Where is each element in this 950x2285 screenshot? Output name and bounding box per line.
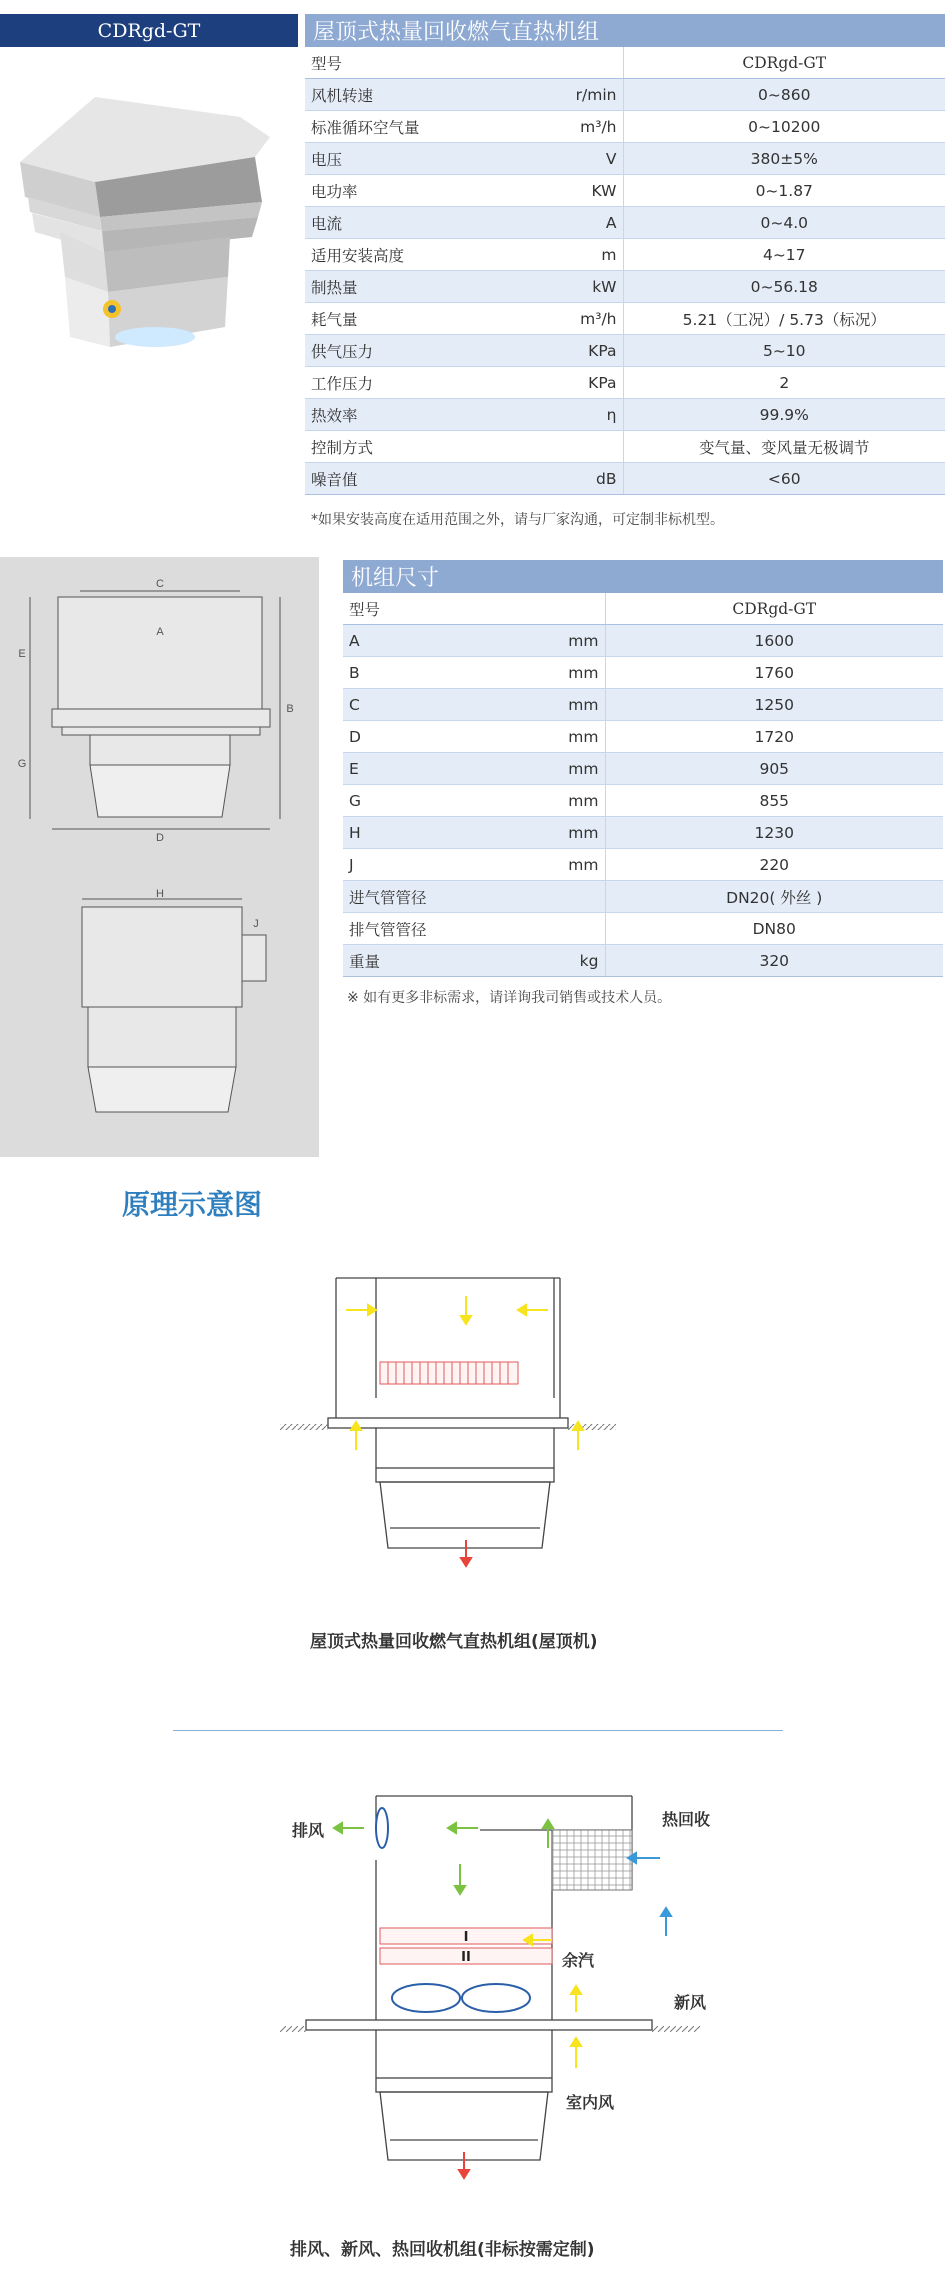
spec-label: 耗气量	[305, 303, 525, 335]
dims-unit: mm	[533, 849, 605, 881]
spec-value: <60	[623, 463, 945, 495]
spec-row	[305, 399, 945, 431]
spec-row	[305, 303, 945, 335]
dims-value: 905	[605, 753, 943, 785]
dims-label: H	[343, 817, 533, 849]
dims-row	[343, 817, 943, 849]
dims-row	[343, 881, 943, 913]
spec-unit: m³/h	[525, 303, 623, 335]
dims-header-label: 型号	[343, 593, 533, 625]
spec-label: 供气压力	[305, 335, 525, 367]
label-indoor-air: 室内风	[566, 2093, 615, 2112]
spec-row	[305, 431, 945, 463]
label-fresh-air: 新风	[674, 1993, 707, 2012]
dims-value: 1600	[605, 625, 943, 657]
spec-label: 电流	[305, 207, 525, 239]
dims-row	[343, 657, 943, 689]
spec-row	[305, 207, 945, 239]
dims-label: 排气管管径	[343, 913, 533, 945]
label-exhaust: 排风	[292, 1821, 325, 1840]
dims-unit: mm	[533, 817, 605, 849]
spec-note: *如果安装高度在适用范围之外，请与厂家沟通，可定制非标机型。	[311, 512, 724, 528]
spec-title: 屋顶式热量回收燃气直热机组	[305, 14, 945, 47]
spec-unit: r/min	[525, 79, 623, 111]
spec-row	[305, 239, 945, 271]
spec-unit: dB	[525, 463, 623, 495]
dims-row	[343, 913, 943, 945]
spec-value: 2	[623, 367, 945, 399]
dims-value: 1250	[605, 689, 943, 721]
spec-value: 0~4.0	[623, 207, 945, 239]
spec-value: 5.21（工况）/ 5.73（标况）	[623, 303, 945, 335]
product-image	[0, 47, 298, 377]
dims-unit: mm	[533, 657, 605, 689]
dims-row	[343, 849, 943, 881]
dims-row	[343, 689, 943, 721]
spec-value: 4~17	[623, 239, 945, 271]
spec-value: 0~1.87	[623, 175, 945, 207]
spec-row	[305, 463, 945, 495]
dim-label-c: C	[156, 578, 164, 590]
spec-row	[305, 143, 945, 175]
dims-value: 1230	[605, 817, 943, 849]
model-label: CDRgd-GT	[0, 14, 298, 47]
dims-unit: mm	[533, 753, 605, 785]
spec-header-value: CDRgd-GT	[623, 47, 945, 79]
dims-unit: mm	[533, 721, 605, 753]
spec-unit: KPa	[525, 335, 623, 367]
dims-label: B	[343, 657, 533, 689]
spec-row	[305, 271, 945, 303]
spec-label: 制热量	[305, 271, 525, 303]
dim-label-h: H	[156, 888, 164, 900]
dim-label-e: E	[18, 648, 26, 660]
dims-table	[343, 560, 943, 1007]
spec-value: 5~10	[623, 335, 945, 367]
label-heat-recovery: 热回收	[662, 1810, 711, 1829]
dims-header-value: CDRgd-GT	[605, 593, 943, 625]
dims-unit: mm	[533, 689, 605, 721]
dims-unit: mm	[533, 785, 605, 817]
dims-label: D	[343, 721, 533, 753]
dims-unit: kg	[533, 945, 605, 977]
stage2-label: II	[461, 1950, 471, 1965]
spec-label: 热效率	[305, 399, 525, 431]
spec-row	[305, 367, 945, 399]
dims-value: 1760	[605, 657, 943, 689]
dims-row	[343, 785, 943, 817]
spec-value: 0~10200	[623, 111, 945, 143]
spec-value: 0~860	[623, 79, 945, 111]
spec-table	[305, 14, 945, 529]
spec-label: 噪音值	[305, 463, 525, 495]
spec-unit: A	[525, 207, 623, 239]
spec-label: 标准循环空气量	[305, 111, 525, 143]
dims-value: 220	[605, 849, 943, 881]
dims-title: 机组尺寸	[343, 560, 943, 593]
label-residual-steam: 余汽	[562, 1951, 595, 1970]
spec-row	[305, 79, 945, 111]
caption-rooftop: 屋顶式热量回收燃气直热机组(屋顶机)	[310, 1632, 598, 1652]
dims-value: 855	[605, 785, 943, 817]
dimension-drawing	[0, 557, 319, 1157]
dims-value: DN20( 外丝 )	[605, 881, 943, 913]
dims-value: DN80	[605, 913, 943, 945]
dim-label-a: A	[156, 626, 164, 638]
dims-label: J	[343, 849, 533, 881]
dims-label: A	[343, 625, 533, 657]
spec-header-row	[305, 47, 945, 79]
spec-unit: KPa	[525, 367, 623, 399]
spec-unit: KW	[525, 175, 623, 207]
spec-header-label: 型号	[305, 47, 525, 79]
spec-unit	[525, 431, 623, 463]
spec-value: 0~56.18	[623, 271, 945, 303]
dims-note: ※ 如有更多非标需求，请详询我司销售或技术人员。	[347, 990, 672, 1006]
spec-value: 99.9%	[623, 399, 945, 431]
spec-row	[305, 335, 945, 367]
caption-recovery: 排风、新风、热回收机组(非标按需定制)	[290, 2240, 595, 2260]
dims-row	[343, 753, 943, 785]
dims-label: 重量	[343, 945, 533, 977]
diagram-rooftop	[260, 1258, 680, 1588]
dims-header-unit	[533, 593, 605, 625]
spec-label: 适用安装高度	[305, 239, 525, 271]
dims-value: 1720	[605, 721, 943, 753]
dims-row	[343, 625, 943, 657]
spec-header-unit	[525, 47, 623, 79]
dims-row	[343, 721, 943, 753]
dims-unit: mm	[533, 625, 605, 657]
spec-label: 电功率	[305, 175, 525, 207]
stage1-label: I	[463, 1930, 469, 1945]
spec-row	[305, 175, 945, 207]
dims-header-row	[343, 593, 943, 625]
dims-unit	[533, 913, 605, 945]
spec-unit: V	[525, 143, 623, 175]
spec-label: 控制方式	[305, 431, 525, 463]
dims-label: G	[343, 785, 533, 817]
dim-label-j: J	[253, 918, 259, 930]
dims-label: C	[343, 689, 533, 721]
dims-label: E	[343, 753, 533, 785]
principle-title: 原理示意图	[122, 1188, 263, 1221]
spec-label: 工作压力	[305, 367, 525, 399]
dim-label-d: D	[156, 832, 164, 844]
spec-label: 电压	[305, 143, 525, 175]
dims-row	[343, 945, 943, 977]
spec-value: 变气量、变风量无极调节	[623, 431, 945, 463]
spec-label: 风机转速	[305, 79, 525, 111]
dim-label-b: B	[286, 703, 294, 715]
diagram-recovery	[280, 1780, 740, 2200]
spec-row	[305, 111, 945, 143]
spec-unit: η	[525, 399, 623, 431]
dim-label-g: G	[17, 758, 27, 770]
spec-unit: kW	[525, 271, 623, 303]
section-divider	[173, 1730, 783, 1731]
spec-unit: m	[525, 239, 623, 271]
spec-unit: m³/h	[525, 111, 623, 143]
dims-label: 进气管管径	[343, 881, 533, 913]
dims-unit	[533, 881, 605, 913]
spec-value: 380±5%	[623, 143, 945, 175]
dims-value: 320	[605, 945, 943, 977]
